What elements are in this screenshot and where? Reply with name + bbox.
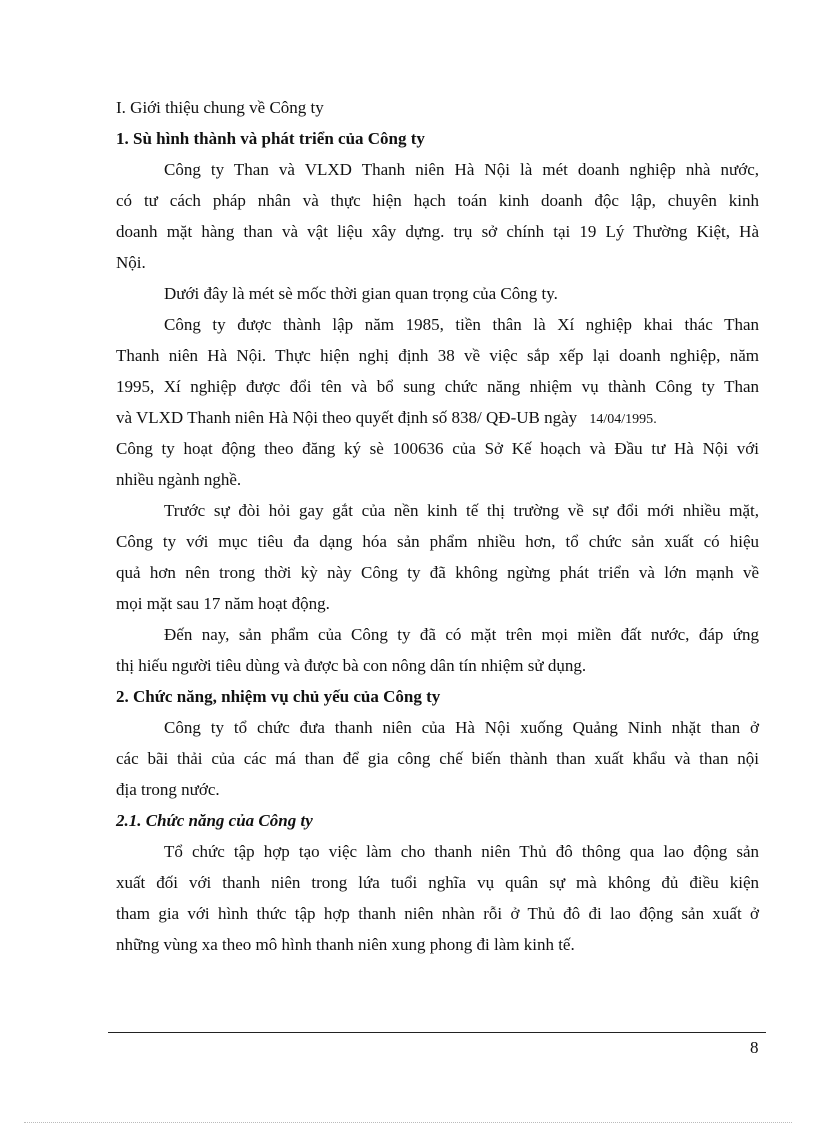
- paragraph-1: [116, 154, 759, 278]
- paragraph-2: [116, 278, 759, 309]
- paragraph-line: quả hơn nên trong thời kỳ này Công ty đã không ngừng phát triển và lớn mạnh về: [116, 563, 759, 582]
- paragraph-line: Công ty với mục tiêu đa dạng hóa sản phẩm nhiều hơn, tổ chức sản xuất có hiệu: [116, 532, 759, 551]
- paragraph-4: [116, 495, 759, 619]
- paragraph-6: [116, 712, 759, 805]
- heading-1: 1. Sù hình thành và phát triển của Công ty: [116, 129, 425, 148]
- paragraph-line: Trước sự đòi hỏi gay gắt của nền kinh tế thị trường về sự đổi mới nhiều mặt,: [164, 501, 759, 520]
- document-body: [116, 92, 759, 960]
- heading-3: 2.1. Chức năng của Công ty: [116, 811, 313, 830]
- paragraph-line: những vùng xa theo mô hình thanh niên xung phong đi làm kinh tế.: [116, 935, 575, 954]
- paragraph-line: nhiều ngành nghề.: [116, 470, 242, 489]
- paragraph-line: mọi mặt sau 17 năm hoạt động.: [116, 594, 330, 613]
- paragraph-line: Công ty Than và VLXD Thanh niên Hà Nội là mét doanh nghiệp nhà nước,: [164, 160, 759, 179]
- paragraph-line: Công ty hoạt động theo đăng ký sè 100636 của Sở Kế hoạch và Đầu tư Hà Nội với: [116, 439, 759, 458]
- paragraph-line: Thanh niên Hà Nội. Thực hiện nghị định 38 về việc sắp xếp lại doanh nghiệp, năm: [116, 346, 759, 365]
- paragraph-line: doanh mặt hàng than và vật liệu xây dựng. trụ sở chính tại 19 Lý Thường Kiệt, Hà: [116, 222, 759, 241]
- paragraph-line-with-date: [116, 402, 759, 433]
- footer-divider: [108, 1032, 766, 1033]
- section-title: I. Giới thiệu chung về Công ty: [116, 98, 324, 117]
- date-period: .: [653, 412, 657, 427]
- paragraph-line: thị hiếu người tiêu dùng và được bà con nông dân tín nhiệm sử dụng.: [116, 656, 587, 675]
- paragraph-line: các bãi thải của các má than để gia công chế biến thành than xuất khẩu và than nội: [116, 749, 759, 768]
- paragraph-3: [116, 309, 759, 495]
- paragraph-7: [116, 836, 759, 960]
- paragraph-line: có tư cách pháp nhân và thực hiện hạch toán kinh doanh độc lập, chuyên kinh: [116, 191, 759, 210]
- paragraph-line: xuất đối với thanh niên trong lứa tuổi nghĩa vụ quân sự mà không đủ điều kiện: [116, 873, 759, 892]
- paragraph-line: Đến nay, sản phẩm của Công ty đã có mặt trên mọi miền đất nước, đáp ứng: [164, 625, 759, 644]
- paragraph-line: Dưới đây là mét sè mốc thời gian quan trọng của Công ty.: [164, 284, 558, 303]
- heading-2: 2. Chức năng, nhiệm vụ chủ yếu của Công ty: [116, 687, 441, 706]
- paragraph-line: Công ty tổ chức đưa thanh niên của Hà Nội xuống Quảng Ninh nhặt than ở: [164, 718, 759, 737]
- page-number: 8: [750, 1038, 759, 1057]
- paragraph-line: Công ty được thành lập năm 1985, tiền thân là Xí nghiệp khai thác Than: [164, 315, 759, 334]
- paragraph-line: tham gia với hình thức tập hợp thanh niên nhàn rỗi ở Thủ đô đi lao động sản xuất ở: [116, 904, 759, 923]
- decision-date: 14/04/1995: [589, 412, 654, 427]
- paragraph-text: và VLXD Thanh niên Hà Nội theo quyết định số 838/ QĐ-UB ngày: [116, 408, 578, 427]
- paragraph-line: 1995, Xí nghiệp được đổi tên và bổ sung chức năng nhiệm vụ thành Công ty Than: [116, 377, 759, 396]
- paragraph-5: [116, 619, 759, 681]
- paragraph-line: địa trong nước.: [116, 780, 220, 799]
- paragraph-line: Tổ chức tập hợp tạo việc làm cho thanh niên Thủ đô thông qua lao động sản: [164, 842, 759, 861]
- paragraph-line: Nội.: [116, 253, 146, 272]
